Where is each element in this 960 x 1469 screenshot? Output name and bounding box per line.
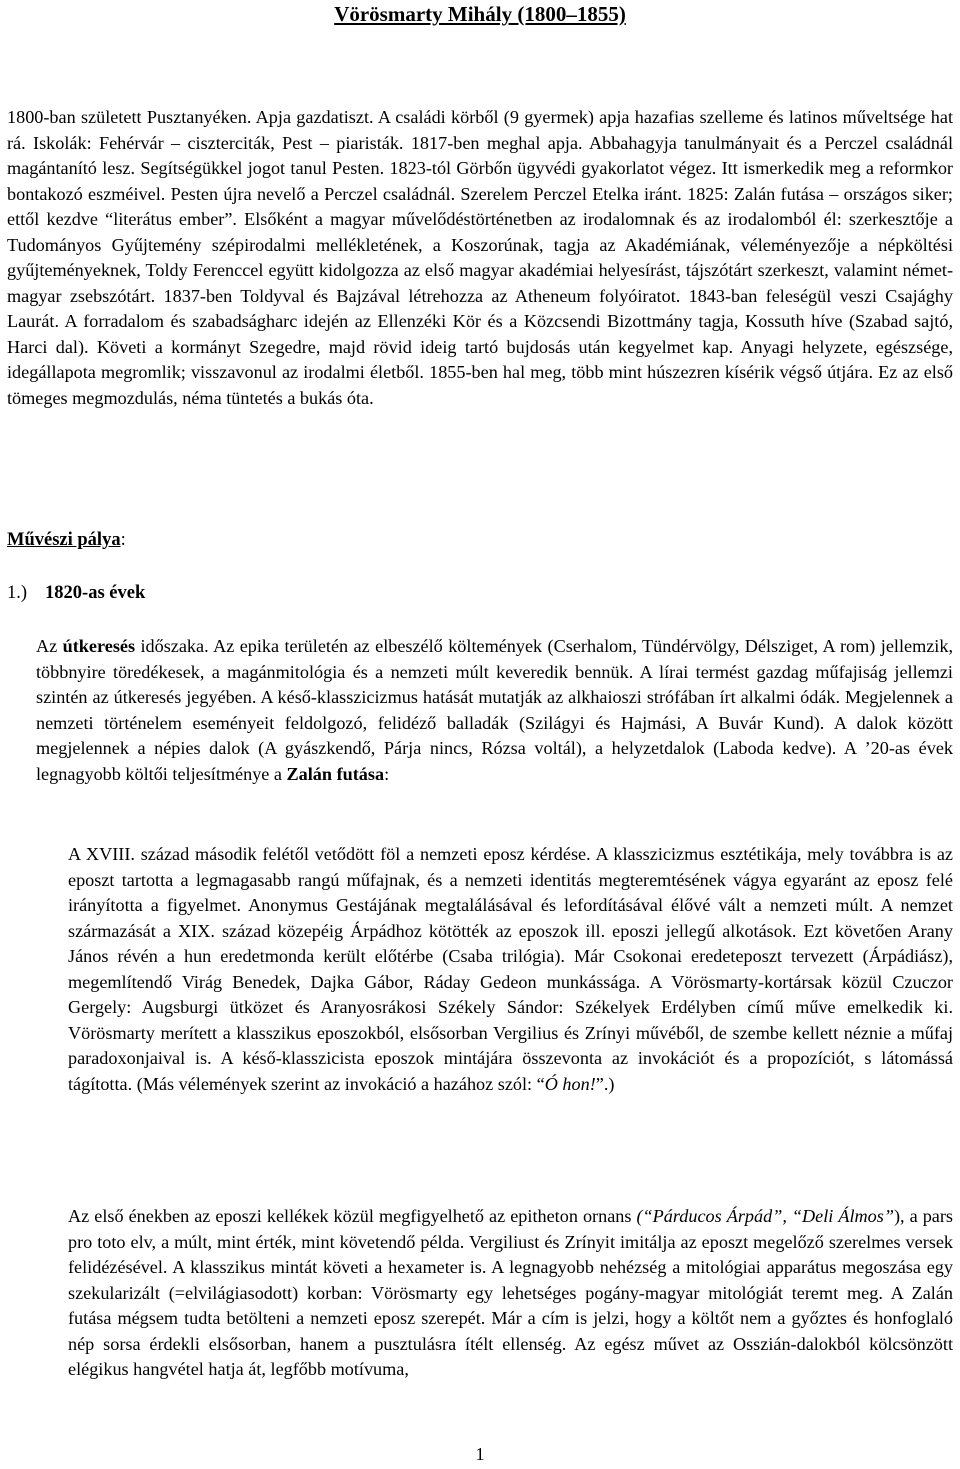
p1-bold-utkereses: útkeresés <box>62 636 136 656</box>
p1-bold-zalan: Zalán futása <box>286 763 385 784</box>
p2-text-a: A XVIII. század második felétől vetődött föl a nemzeti eposz kérdése. A klasszicizmus esztétikája, mely továbbra is az eposzt tartotta a legmagasabb rangú műfajnak, és a nemzeti identitás megteremtésének vágya egyaránt az eposz felé irányította a figyelmet. Anonymus Gestájának megtalálásával és lefordításával élővé vált a nemzeti múlt. A nemzet származását a XIX. század közepéig Árpádhoz kötötték az eposzok ill. eposzi jellegű alkotások. Ezt követően Arany János révén a hun eredetmonda került előtérbe (Csaba trilógia). Már Csokonai eredeteposzt tervezett (Árpádiász), megemlítendő Virág Benedek, Dajka Gábor, Ráday Gedeon munkássága. A Vörösmarty-kortársak közül Czuczor Gergely: Augsburgi ütközet és Aranyosrákosi Székely Sándor: Székelyek Erdélyben című műve emelkedik ki. Vörösmarty merített a klasszikus eposzokból, elsősorban Vergilius és Zrínyi művéből, de szembe kellett néznie a műfaj paradoxonjaival is. A késő-klasszicista eposzok mintájára összevonta az invokációt és a propozíciót, s látomássá tágította. (Más vélemények szerint az invokáció a hazához szól: “ <box>68 844 953 1094</box>
p3-text-c: ), a pars pro toto elv, a múlt, mint érték, mint követendő példa. Vergiliust és Zrínyit imitálja az eposzt megelőző szerelmes versek felidézésével. A klasszikus mintát követi a hexameter is. A legnagyobb nehézség a mitológiai apparátus megoszása egy szekularizált (=elvilágiasodott) korban: Vörösmarty egy lehetséges pogány-magyar mitológiát teremt meg. A Zalán futása mégsem tudta betölteni a nemzeti eposz szerepét. Már a cím is jelzi, hogy a költőt nem a győztes és honfoglaló nép sorsa érdekli elsősorban, hanem a pusztulásra ítélt ellenség. Az egész művet az Osszián-dalokból kölcsönzött elégikus hangvétel hatja át, legfőbb motívuma, <box>68 1206 954 1379</box>
page-title: Vörösmarty Mihály (1800–1855) <box>334 2 626 26</box>
paragraph-1820s <box>36 634 953 787</box>
p1-text-e: : <box>384 763 390 784</box>
section-heading-colon: : <box>120 530 126 550</box>
section-heading-text: Művészi pálya <box>7 530 121 550</box>
page-number: 1 <box>475 1444 485 1464</box>
p1-text-c: időszaka. Az epika területén az elbeszélő költemények (Cserhalom, Tündérvölgy, Délsziget, A rom) jellemzik, többnyire töredékesek, a magánmitológia és a nemzeti múlt keveredik bennük. A lírai termést gazdag műfajiság jellemzi szintén az útkeresés jegyében. A késő-klasszicizmus hatását mutatják az alkhaioszi strófában írt alkalmi ódák. Megjelennek a nemzeti történelem eseményeit feldolgozó, felidéző balladák (Szilágyi és Hajmási, A Buvár Kund). A dalok között megjelennek a népies dalok (A gyászkendő, Párja nincs, Rózsa voltál), a helyzetdalok (Laboda kedve). A ’20-as évek legnagyobb költői teljesítménye a <box>36 636 953 784</box>
p3-text-a: Az első énekben az eposzi kellékek közül megfigyelhető az epitheton ornans <box>68 1206 637 1226</box>
p2-text-c: ”.) <box>595 1073 615 1094</box>
p3-italic-epithets: (“Párducos Árpád”, “Deli Álmos” <box>636 1206 894 1226</box>
paragraph-eposz <box>68 842 953 1097</box>
biography-paragraph: 1800-ban született Pusztanyéken. Apja gazdatiszt. A családi körből (9 gyermek) apja hazafias szelleme és latinos műveltsége hat rá. Iskolák: Fehérvár – ciszterciták, Pest – piaristák. 1817-ben meghal apja. Abbahagyja tanulmányait és a Perczel családnál magántanító lesz. Segítségükkel jogot tanul Pesten. 1823-tól Görbőn ügyvédi gyakorlatot végez. Itt ismerkedik meg a reformkor bontakozó eszméivel. Pesten újra nevelő a Perczel családnál. Szerelem Perczel Etelka iránt. 1825: Zalán futása – országos siker; ettől kezdve “literátus ember”. Elsőként a magyar művelődéstörténetben az irodalomnak és az irodalomból él: szerkesztője a Tudományos Gyűjtemény szépirodalmi mellékletének, a Koszorúnak, tagja az Akadémiának, véleményezője a népköltési gyűjteményeknek, Toldy Ferenccel együtt kidolgozza az első magyar akadémiai helyesírást, tájszótárt szerkeszt, valamint német-magyar zsebszótárt. 1837-ben Toldyval és Bajzával létrehozza az Atheneum folyóiratot. 1843-ban feleségül veszi Csajághy Laurát. A forradalom és szabadságharc idején az Ellenzéki Kör és a Közcsendi Bizottmány tagja, Kossuth híve (Szabad sajtó, Harci dal). Követi a kormányt Szegedre, majd rövid ideig tartó bujdosás után kegyelmet kap. Anyagi helyzete, egészsége, idegállapota megromlik; visszavonul az irodalmi életből. 1855-ben hal meg, több mint húszezren kísérik végső útjára. Ez az első tömeges megmozdulás, néma tüntetés a bukás óta. <box>7 107 953 408</box>
p2-italic-o-hon: Ó hon! <box>544 1073 596 1094</box>
subsection-title: 1820-as évek <box>45 583 146 603</box>
section-heading <box>7 527 126 553</box>
subsection-number: 1.) <box>7 583 28 603</box>
p1-text-a: Az <box>36 636 63 656</box>
paragraph-first-song <box>68 1204 953 1383</box>
subsection-heading <box>7 580 145 606</box>
